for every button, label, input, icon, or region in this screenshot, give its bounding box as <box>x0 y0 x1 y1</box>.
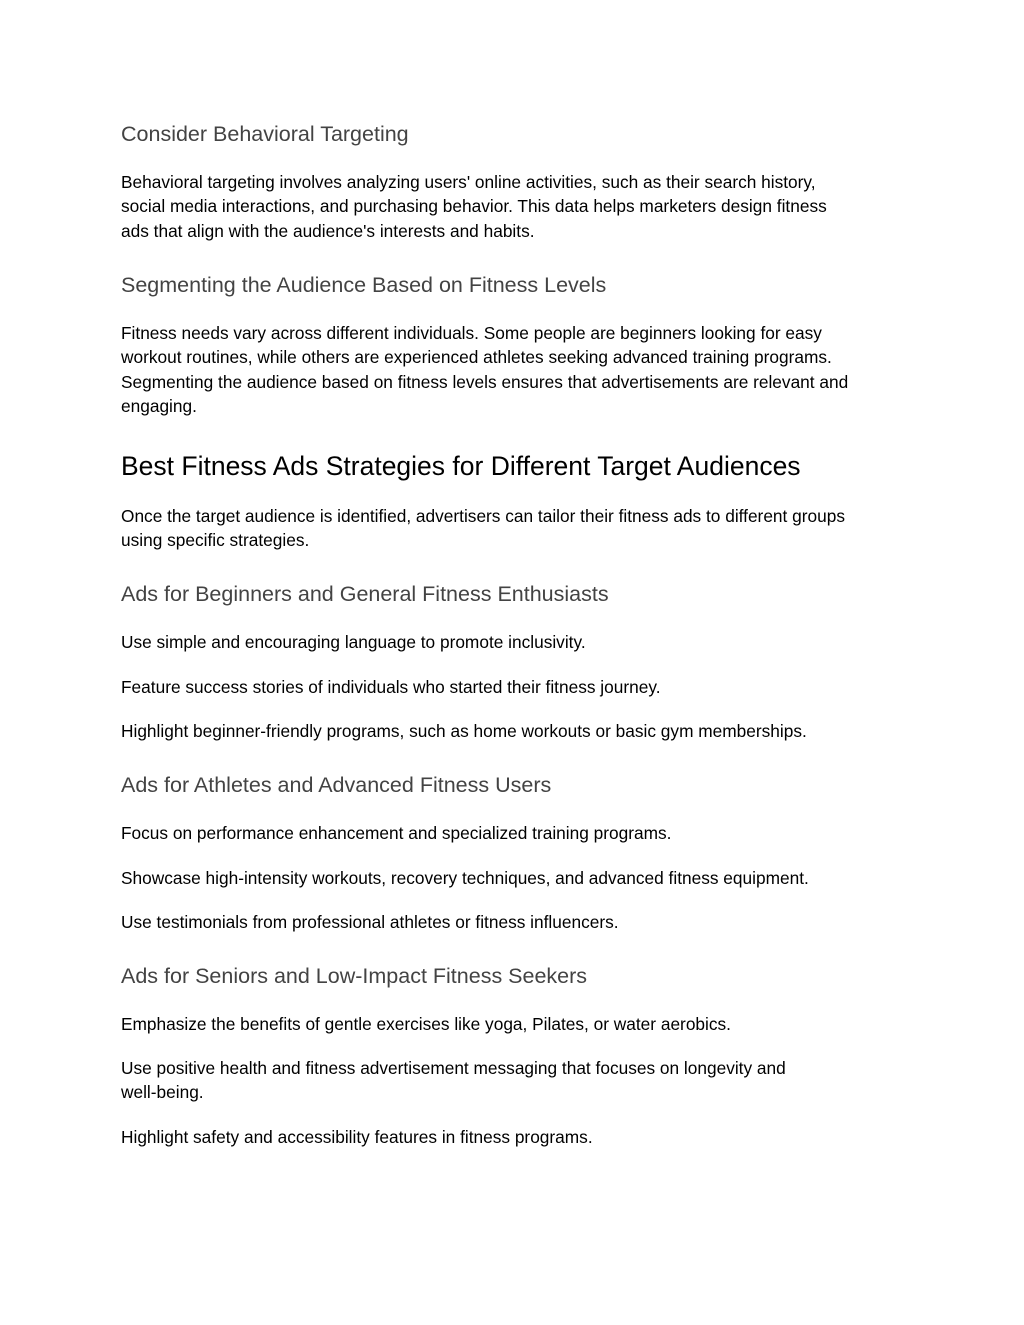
paragraph-athletes-2 <box>121 866 911 890</box>
paragraph-behavioral-targeting <box>121 170 911 243</box>
text-line: Feature success stories of individuals who started their fitness journey. <box>121 677 661 697</box>
heading-best-strategies: Best Fitness Ads Strategies for Different Target Audiences <box>121 451 801 481</box>
paragraph-athletes-3 <box>121 910 911 934</box>
text-line: using specific strategies. <box>121 530 310 551</box>
paragraph-beginners-3 <box>121 719 911 743</box>
heading-athletes: Ads for Athletes and Advanced Fitness Users <box>121 773 552 797</box>
text-line: Segmenting the audience based on fitness levels ensures that advertisements are relevant and <box>121 371 849 392</box>
heading-segmenting-audience: Segmenting the Audience Based on Fitness Levels <box>121 273 607 297</box>
text-line: Focus on performance enhancement and specialized training programs. <box>121 823 672 843</box>
text-line: Highlight beginner-friendly programs, such as home workouts or basic gym memberships. <box>121 721 807 741</box>
paragraph-beginners-1 <box>121 630 911 654</box>
text-line: ads that align with the audience's interests and habits. <box>121 220 535 241</box>
text-line: Use testimonials from professional athletes or fitness influencers. <box>121 912 619 932</box>
text-line: Once the target audience is identified, advertisers can tailor their fitness ads to different groups <box>121 506 845 526</box>
text-line: engaging. <box>121 396 197 417</box>
text-line: workout routines, while others are experienced athletes seeking advanced training programs. <box>121 347 832 368</box>
heading-behavioral-targeting: Consider Behavioral Targeting <box>121 122 409 146</box>
text-line: Use positive health and fitness advertisement messaging that focuses on longevity and <box>121 1058 786 1078</box>
heading-seniors: Ads for Seniors and Low-Impact Fitness Seekers <box>121 964 588 988</box>
paragraph-best-strategies <box>121 504 911 553</box>
paragraph-athletes-1 <box>121 821 911 845</box>
paragraph-seniors-1 <box>121 1012 911 1036</box>
text-line: Fitness needs vary across different individuals. Some people are beginners looking for easy <box>121 323 822 343</box>
paragraph-seniors-3 <box>121 1125 911 1149</box>
text-line: Emphasize the benefits of gentle exercises like yoga, Pilates, or water aerobics. <box>121 1014 731 1034</box>
paragraph-segmenting-audience <box>121 321 911 419</box>
text-line: Showcase high-intensity workouts, recovery techniques, and advanced fitness equipment. <box>121 868 809 888</box>
heading-beginners: Ads for Beginners and General Fitness Enthusiasts <box>121 582 609 606</box>
paragraph-seniors-2 <box>121 1056 911 1105</box>
paragraph-beginners-2 <box>121 675 911 699</box>
text-line: social media interactions, and purchasing behavior. This data helps marketers design fitness <box>121 196 827 217</box>
text-line: Use simple and encouraging language to promote inclusivity. <box>121 632 586 652</box>
text-line: well-being. <box>121 1082 204 1103</box>
text-line: Highlight safety and accessibility features in fitness programs. <box>121 1127 593 1147</box>
text-line: Behavioral targeting involves analyzing users' online activities, such as their search history, <box>121 172 816 192</box>
